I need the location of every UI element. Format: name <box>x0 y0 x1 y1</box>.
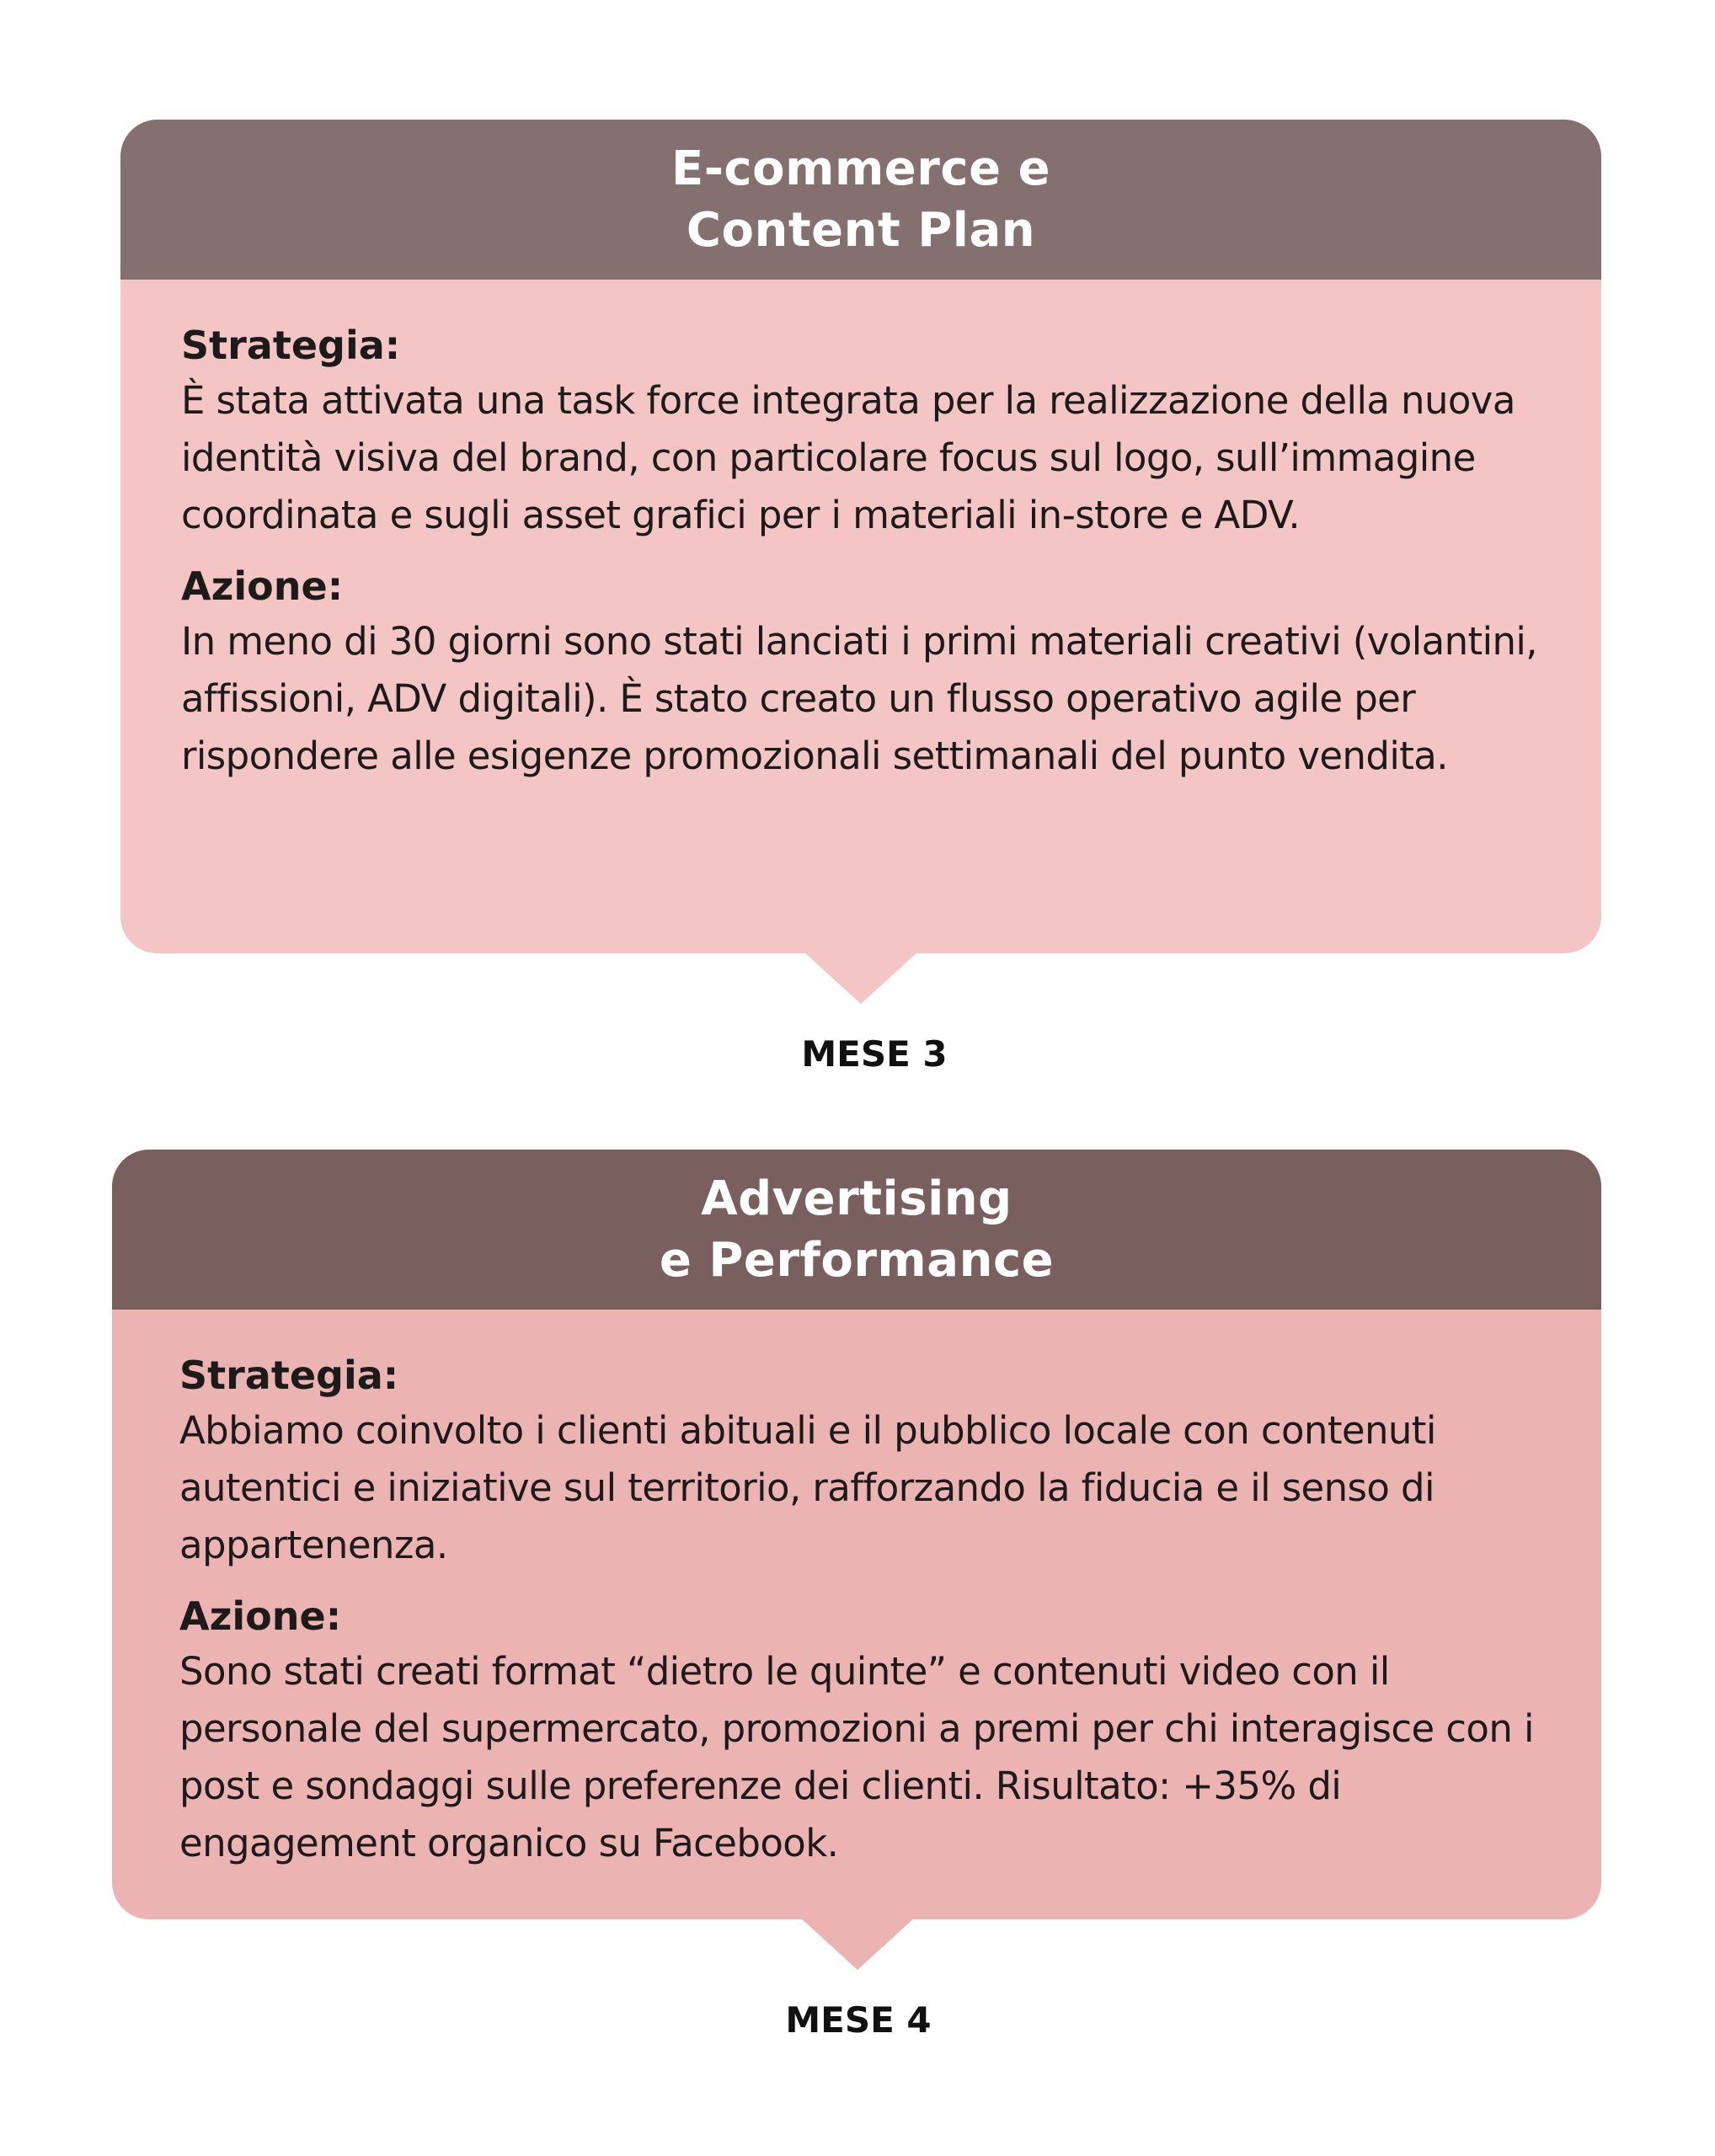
action-label: Azione: <box>181 563 344 609</box>
action-label: Azione: <box>179 1593 342 1639</box>
timeline-card-ecommerce <box>120 120 1601 953</box>
timeline-card-advertising <box>112 1150 1601 1919</box>
callout-pointer <box>804 952 918 1004</box>
strategy-text: È stata attivata una task force integrata per la realizzazione della nuova identità visiva del brand, con particolare focus sul logo, sull’immagine coordinata e sugli asset grafici per i materiali in-store e ADV. <box>181 378 1515 537</box>
card-body <box>181 320 1551 785</box>
strategy-label: Strategia: <box>181 323 401 368</box>
card-header <box>112 1150 1601 1310</box>
action-text: In meno di 30 giorni sono stati lanciati i primi materiali creativi (volantini, affissioni, ADV digitali). È stato creato un flusso operativo agile per rispondere alle esigenze promozionali settimanali del punto vendita. <box>181 619 1537 778</box>
card-body <box>179 1350 1551 1872</box>
callout-pointer <box>800 1918 915 1970</box>
strategy-text: Abbiamo coinvolto i clienti abituali e il pubblico locale con contenuti autentici e iniziative sul territorio, rafforzando la fiducia e il senso di appartenenza. <box>179 1408 1436 1567</box>
card-title: E-commerce e Content Plan <box>671 141 1051 258</box>
strategy-label: Strategia: <box>179 1353 399 1398</box>
action-text: Sono stati creati format “dietro le quinte” e contenuti video con il personale del supermercato, promozioni a premi per chi interagisce con i post e sondaggi sulle preferenze dei clienti. Risultato: +35% di engagement organico su Facebook. <box>179 1649 1534 1865</box>
month-label: MESE 4 <box>785 1999 932 2041</box>
month-label: MESE 3 <box>801 1033 948 1075</box>
card-header <box>120 120 1601 280</box>
card-title: Advertising e Performance <box>659 1171 1055 1288</box>
